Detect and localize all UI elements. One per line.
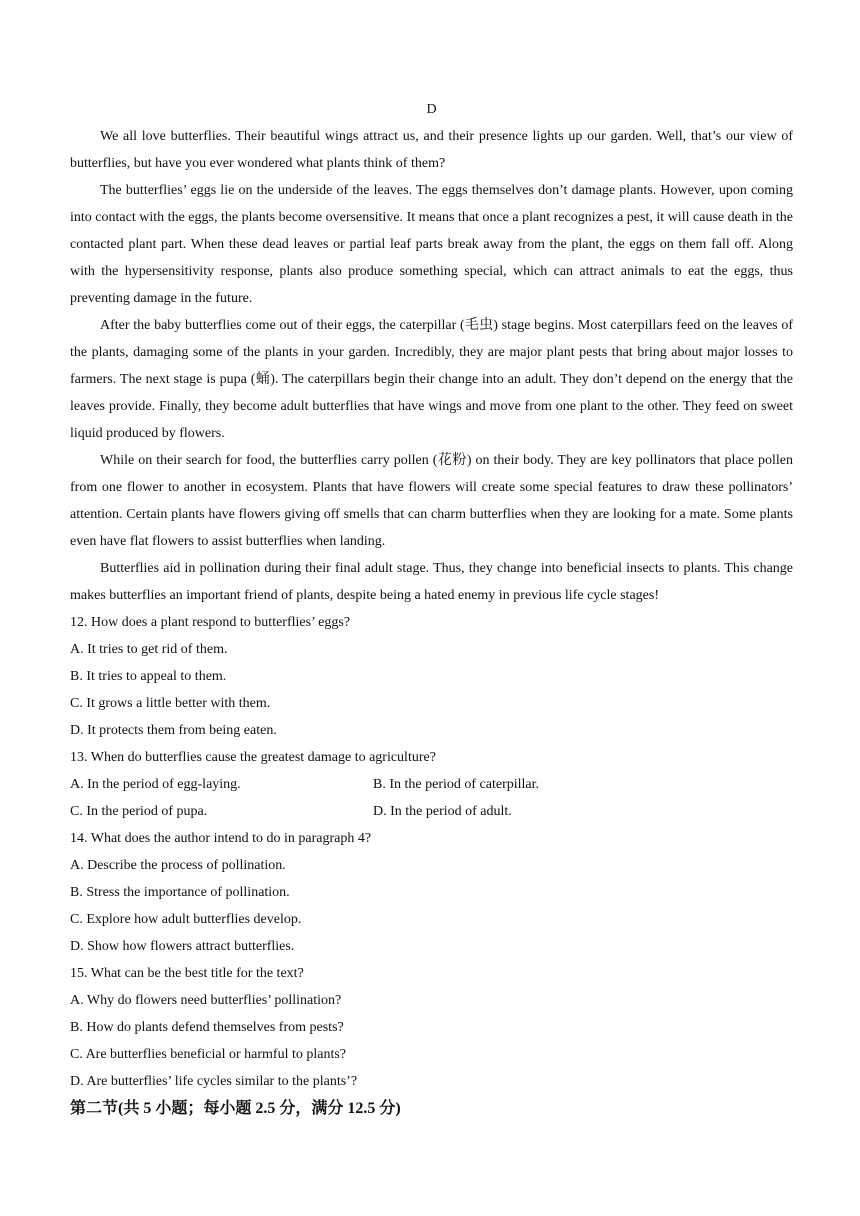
question-stem: 12. How does a plant respond to butterflies’ eggs? (70, 615, 351, 630)
passage-paragraph-5: Butterflies aid in pollination during their final adult stage. Thus, they change into beneficial insects to plants. This change makes butterflies an important friend of plants, despite being a hated enemy in previous life cycle stages! (70, 561, 793, 603)
option-d: D. In the period of adult. (373, 804, 512, 819)
option-a: A. In the period of egg-laying. (70, 777, 241, 792)
option-d: D. It protects them from being eaten. (70, 723, 277, 738)
question-14 (70, 825, 793, 960)
option-c: C. It grows a little better with them. (70, 696, 271, 711)
option-a: A. It tries to get rid of them. (70, 642, 228, 657)
passage-letter: D (426, 102, 437, 117)
passage-paragraph-2: The butterflies’ eggs lie on the underside of the leaves. The eggs themselves don’t damage plants. However, upon coming into contact with the eggs, the plants become oversensitive. It means that once a plant recognizes a pest, it will cause death in the contacted plant part. When these dead leaves or partial leaf parts break away from the plant, the eggs on them fall off. Along with the hypersensitivity response, plants also produce something special, which can attract animals to eat the eggs, thus preventing damage in the future. (70, 183, 793, 306)
question-12 (70, 609, 793, 744)
option-c: C. Are butterflies beneficial or harmful to plants? (70, 1047, 347, 1062)
option-b: B. Stress the importance of pollination. (70, 885, 290, 900)
option-b: B. In the period of caterpillar. (373, 777, 539, 792)
option-d: D. Are butterflies’ life cycles similar to the plants’? (70, 1074, 358, 1089)
passage-paragraph-3: After the baby butterflies come out of their eggs, the caterpillar (毛虫) stage begins. Most caterpillars feed on the leaves of the plants, damaging some of the plants in your garden. Incredibly, they are major plant pests that bring about major losses to farmers. The next stage is pupa (蛹). The caterpillars begin their change into an adult. They don’t depend on the energy that the leaves provide. Finally, they become adult butterflies that have wings and move from one plant to the other. They feed on sweet liquid produced by flowers. (70, 318, 793, 441)
option-row (70, 771, 793, 798)
option-d: D. Show how flowers attract butterflies. (70, 939, 295, 954)
option-c: C. Explore how adult butterflies develop. (70, 912, 302, 927)
question-stem: 15. What can be the best title for the text? (70, 966, 304, 981)
option-c: C. In the period of pupa. (70, 804, 208, 819)
option-b: B. How do plants defend themselves from pests? (70, 1020, 344, 1035)
passage-paragraph-1: We all love butterflies. Their beautiful wings attract us, and their presence lights up our garden. Well, that’s our view of butterflies, but have you ever wondered what plants think of them? (70, 129, 793, 171)
passage-paragraph-4: While on their search for food, the butterflies carry pollen (花粉) on their body. They are key pollinators that place pollen from one flower to another in ecosystem. Plants that have flowers will create some special features to draw these pollinators’ attention. Certain plants have flowers giving off smells that can charm butterflies when they are looking for a mate. Some plants even have flat flowers to assist butterflies when landing. (70, 453, 793, 549)
question-stem: 13. When do butterflies cause the greatest damage to agriculture? (70, 750, 436, 765)
question-13 (70, 744, 793, 825)
section-heading: 第二节(共 5 小题；每小题 2.5 分，满分 12.5 分) (70, 1100, 401, 1117)
option-a: A. Why do flowers need butterflies’ pollination? (70, 993, 342, 1008)
question-15 (70, 960, 793, 1095)
question-stem: 14. What does the author intend to do in paragraph 4? (70, 831, 372, 846)
option-b: B. It tries to appeal to them. (70, 669, 227, 684)
exam-page (70, 96, 793, 1122)
option-row (70, 798, 793, 825)
option-a: A. Describe the process of pollination. (70, 858, 286, 873)
